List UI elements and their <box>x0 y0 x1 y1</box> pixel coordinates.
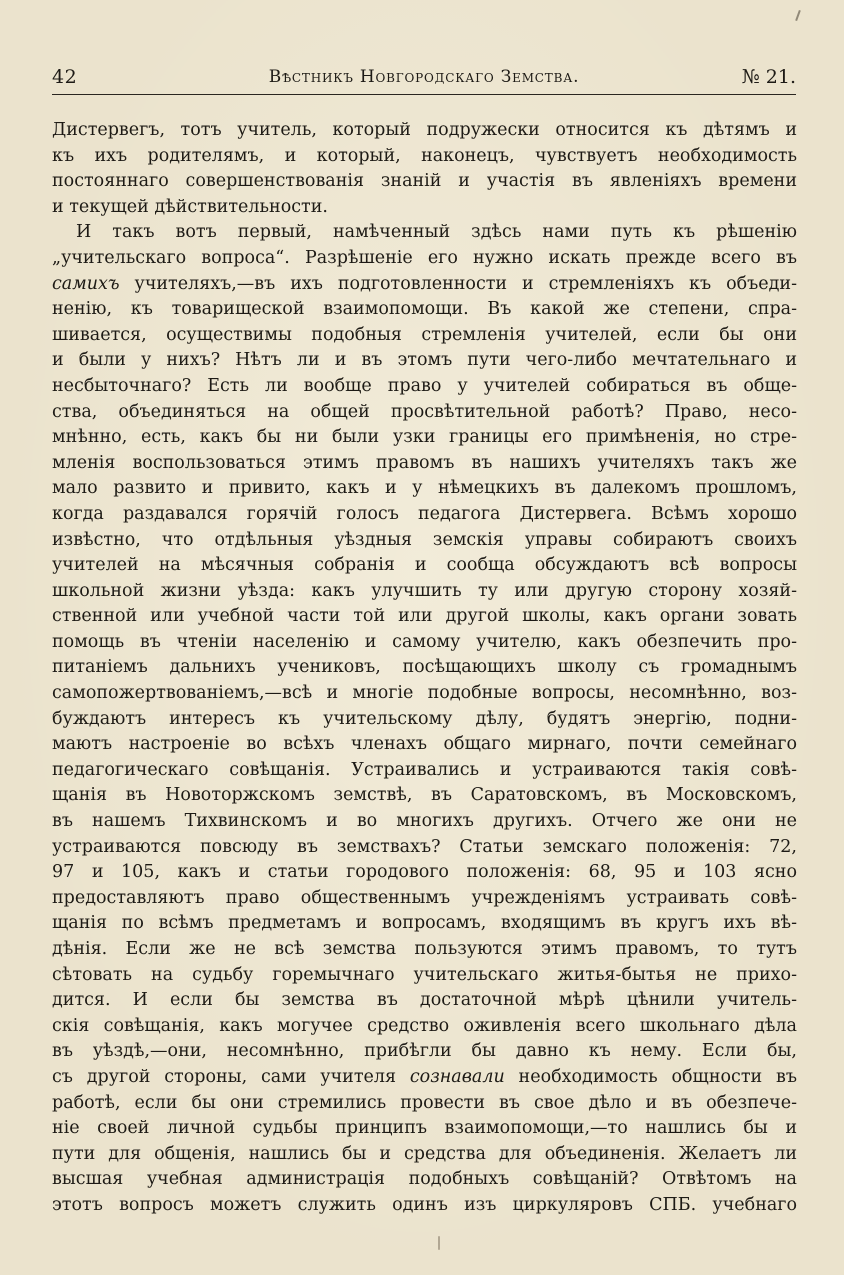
text-line-remainder: необходимость общности въ <box>504 1066 797 1087</box>
text-line: ненію, къ товарищеской взаимопомощи. Въ какой же степени, спра- <box>52 299 797 320</box>
running-title: Вѣстникъ Новгородскаго Земства. <box>268 67 580 87</box>
text-line: дѣнія. Если же не всѣ земства пользуются этимъ правомъ, то тутъ <box>52 939 797 959</box>
text-line: Дистервегъ, тотъ учитель, который подружески относится къ дѣтямъ и <box>52 120 797 140</box>
text-line: мленія воспользоваться этимъ правомъ въ нашихъ учителяхъ такъ же <box>52 452 797 473</box>
text-line: работѣ, если бы они стремились провести въ свое дѣло и въ обезпече- <box>52 1092 797 1113</box>
text-line: предоставляютъ право общественнымъ учрежденіямъ устраивать совѣ- <box>52 887 797 908</box>
page-number: 42 <box>52 66 78 88</box>
text-line: въ нашемъ Тихвинскомъ и во многихъ другихъ. Отчего же они не <box>52 811 797 832</box>
text-line: извѣстно, что отдѣльныя уѣздныя земскія управы собираютъ своихъ <box>52 529 797 550</box>
issue-number: № 21. <box>741 66 796 88</box>
text-line: шивается, осуществимы подобныя стремленія учителей, если бы они <box>52 324 797 345</box>
text-line: мнѣнно, есть, какъ бы ни были узки границы его примѣненія, но стре- <box>52 427 797 448</box>
text-line: устраиваются повсюду въ земствахъ? Статьи земскаго положенія: 72, <box>52 836 797 857</box>
text-line: ства, объединяться на общей просвѣтительной работѣ? Право, несо- <box>52 401 797 422</box>
text-line: 97 и 105, какъ и статьи городового положенія: 68, 95 и 103 ясно <box>52 862 797 883</box>
text-line-prefix: съ другой стороны, сами учителя <box>52 1066 410 1087</box>
body-text <box>52 118 797 1219</box>
text-line: и были у нихъ? Нѣтъ ли и въ этомъ пути чего-либо мечтательнаго и <box>52 350 797 371</box>
text-line: высшая учебная администрація подобныхъ совѣщаній? Отвѣтомъ на <box>52 1169 797 1190</box>
text-line: педагогическаго совѣщанія. Устраивались и устраиваются такія совѣ- <box>52 759 797 780</box>
text-line: помощь въ чтеніи населенію и самому учителю, какъ обезпечить про- <box>52 631 797 652</box>
paragraph-start-line: И такъ вотъ первый, намѣченный здѣсь нами путь къ рѣшенію <box>76 222 797 243</box>
text-line: когда раздавался горячій голосъ педагога Дистервега. Всѣмъ хорошо <box>52 503 797 524</box>
text-line: дится. И если бы земства въ достаточной мѣрѣ цѣнили учитель- <box>52 990 797 1011</box>
text-line: въ уѣздѣ,—они, несомнѣнно, прибѣгли бы давно къ нему. Если бы, <box>52 1041 797 1062</box>
italic-word-soznavali: сознавали <box>409 1066 505 1087</box>
text-line: несбыточнаго? Есть ли вообще право у учителей собираться въ обще- <box>52 375 797 396</box>
text-line: питаніемъ дальнихъ учениковъ, посѣщающихъ школу съ громаднымъ <box>52 657 797 678</box>
scan-mark <box>795 10 801 21</box>
text-line: къ ихъ родителямъ, и который, наконецъ, чувствуетъ необходимость <box>52 145 797 166</box>
scan-mark <box>438 1236 440 1250</box>
text-line-remainder: учителяхъ,—въ ихъ подготовленности и стремленіяхъ къ объеди- <box>119 273 797 294</box>
text-line: ственной или учебной части той или другой школы, какъ органи зовать <box>52 606 797 627</box>
text-line: ніе своей личной судьбы принципъ взаимопомощи,—то нашлись бы и <box>52 1118 797 1139</box>
text-line: школьной жизни уѣзда: какъ улучшить ту или другую сторону хозяй- <box>52 580 797 601</box>
text-line: буждаютъ интересъ къ учительскому дѣлу, будятъ энергію, подни- <box>52 708 797 729</box>
text-line: пути для общенія, нашлись бы и средства для объединенія. Желаетъ ли <box>52 1143 797 1164</box>
text-line: мало развито и привито, какъ и у нѣмецкихъ въ далекомъ прошломъ, <box>52 478 797 499</box>
text-line: постояннаго совершенствованія знаній и участія въ явленіяхъ времени <box>52 171 797 192</box>
text-line-with-italic <box>52 1065 797 1091</box>
text-line: маютъ настроеніе во всѣхъ членахъ общаго мирнаго, почти семейнаго <box>52 734 797 755</box>
italic-word-samikh: самихъ <box>52 273 120 294</box>
text-line: щанія по всѣмъ предметамъ и вопросамъ, входящимъ въ кругъ ихъ вѣ- <box>52 913 797 934</box>
text-line: этотъ вопросъ можетъ служить одинъ изъ циркуляровъ СПБ. учебнаго <box>52 1194 797 1215</box>
text-line: „учительскаго вопроса“. Разрѣшеніе его нужно искать прежде всего въ <box>52 247 797 268</box>
text-line: самопожертвованіемъ,—всѣ и многіе подобные вопросы, несомнѣнно, воз- <box>52 683 797 704</box>
text-line: учителей на мѣсячныя собранія и сообща обсуждаютъ всѣ вопросы <box>52 555 797 576</box>
text-line-with-italic <box>52 272 797 298</box>
running-header <box>52 66 796 95</box>
text-line: скія совѣщанія, какъ могучее средство оживленія всего школьнаго дѣла <box>52 1015 797 1036</box>
text-line: сѣтовать на судьбу горемычнаго учительскаго житья-бытья не прихо- <box>52 964 797 985</box>
text-line: и текущей дѣйствительности. <box>52 196 328 217</box>
text-line: щанія въ Новоторжскомъ земствѣ, въ Саратовскомъ, въ Московскомъ, <box>52 785 797 806</box>
